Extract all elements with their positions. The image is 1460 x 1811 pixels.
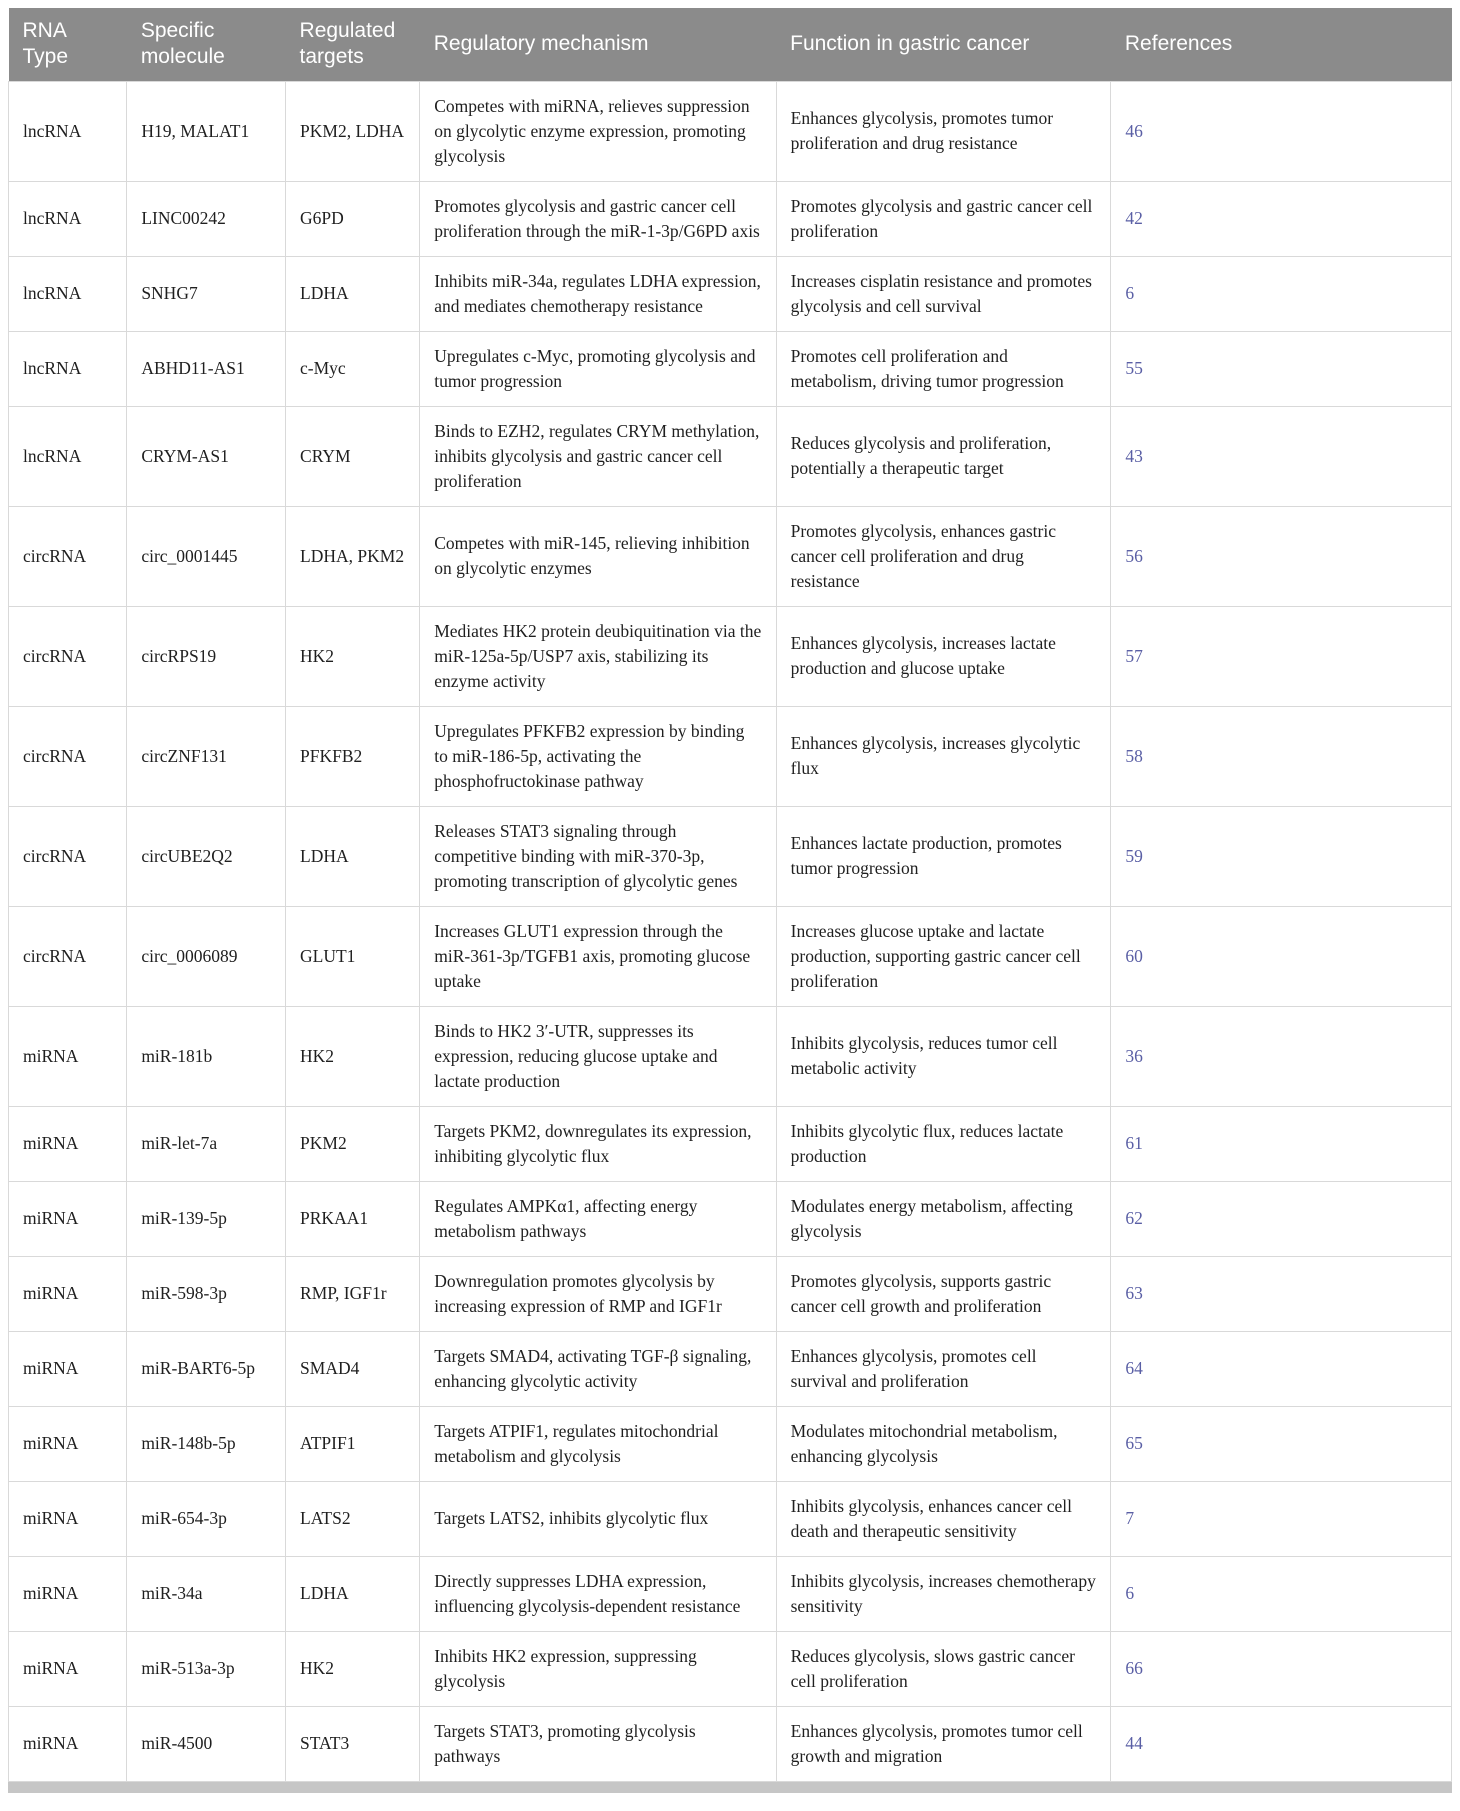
cell-regulated-targets: PFKFB2 — [286, 706, 420, 806]
cell-regulatory-mechanism: Releases STAT3 signaling through competitive binding with miR-370-3p, promoting transcription of glycolytic genes — [420, 806, 776, 906]
cell-reference — [1111, 906, 1452, 1006]
reference-link[interactable]: 6 — [1125, 1583, 1135, 1603]
cell-function-in-gastric-cancer: Promotes glycolysis, supports gastric cancer cell growth and proliferation — [776, 1256, 1111, 1331]
cell-specific-molecule: LINC00242 — [127, 181, 286, 256]
cell-rna-type: lncRNA — [9, 81, 127, 181]
cell-regulatory-mechanism: Upregulates c-Myc, promoting glycolysis and tumor progression — [420, 331, 776, 406]
cell-regulatory-mechanism: Competes with miR-145, relieving inhibition on glycolytic enzymes — [420, 506, 776, 606]
reference-link[interactable]: 64 — [1125, 1358, 1143, 1378]
reference-link[interactable]: 60 — [1125, 945, 1143, 966]
cell-reference — [1111, 1181, 1452, 1256]
cell-regulated-targets: HK2 — [286, 606, 420, 706]
reference-link[interactable]: 46 — [1125, 120, 1143, 141]
cell-regulated-targets: PRKAA1 — [286, 1181, 420, 1256]
cell-specific-molecule: miR-34a — [127, 1556, 286, 1631]
cell-reference — [1111, 406, 1452, 506]
cell-regulated-targets: CRYM — [286, 406, 420, 506]
cell-regulated-targets: LDHA, PKM2 — [286, 506, 420, 606]
cell-regulated-targets: GLUT1 — [286, 906, 420, 1006]
cell-rna-type: circRNA — [9, 606, 127, 706]
cell-rna-type: miRNA — [9, 1181, 127, 1256]
cell-reference — [1111, 1006, 1452, 1106]
table-row — [9, 1406, 1452, 1481]
cell-reference — [1111, 181, 1452, 256]
cell-rna-type: miRNA — [9, 1006, 127, 1106]
cell-regulated-targets: G6PD — [286, 181, 420, 256]
cell-function-in-gastric-cancer: Modulates energy metabolism, affecting glycolysis — [776, 1181, 1111, 1256]
cell-regulatory-mechanism: Targets LATS2, inhibits glycolytic flux — [420, 1481, 776, 1556]
reference-link[interactable]: 36 — [1125, 1045, 1143, 1066]
cell-rna-type: miRNA — [9, 1106, 127, 1181]
cell-function-in-gastric-cancer: Reduces glycolysis and proliferation, potentially a therapeutic target — [776, 406, 1111, 506]
table-bottom-bar — [8, 1782, 1452, 1793]
cell-specific-molecule: miR-let-7a — [127, 1106, 286, 1181]
table-row — [9, 1181, 1452, 1256]
cell-regulatory-mechanism: Inhibits HK2 expression, suppressing glycolysis — [420, 1631, 776, 1706]
cell-regulatory-mechanism: Binds to HK2 3′-UTR, suppresses its expression, reducing glucose uptake and lactate production — [420, 1006, 776, 1106]
cell-function-in-gastric-cancer: Increases glucose uptake and lactate production, supporting gastric cancer cell proliferation — [776, 906, 1111, 1006]
table-row — [9, 706, 1452, 806]
cell-rna-type: miRNA — [9, 1331, 127, 1406]
cell-function-in-gastric-cancer: Inhibits glycolysis, reduces tumor cell metabolic activity — [776, 1006, 1111, 1106]
table-header — [9, 8, 1452, 81]
table-row — [9, 1481, 1452, 1556]
column-header-function: Function in gastric cancer — [776, 8, 1111, 81]
cell-regulated-targets: PKM2, LDHA — [286, 81, 420, 181]
cell-regulatory-mechanism: Upregulates PFKFB2 expression by binding to miR-186-5p, activating the phosphofructokinase pathway — [420, 706, 776, 806]
cell-specific-molecule: miR-BART6-5p — [127, 1331, 286, 1406]
cell-rna-type: lncRNA — [9, 181, 127, 256]
cell-regulatory-mechanism: Downregulation promotes glycolysis by increasing expression of RMP and IGF1r — [420, 1256, 776, 1331]
table-row — [9, 506, 1452, 606]
cell-function-in-gastric-cancer: Enhances glycolysis, increases glycolytic flux — [776, 706, 1111, 806]
reference-link[interactable]: 42 — [1125, 208, 1143, 228]
cell-rna-type: miRNA — [9, 1631, 127, 1706]
cell-reference — [1111, 1406, 1452, 1481]
cell-rna-type: lncRNA — [9, 406, 127, 506]
cell-specific-molecule: miR-4500 — [127, 1706, 286, 1781]
cell-regulated-targets: PKM2 — [286, 1106, 420, 1181]
table-row — [9, 81, 1452, 181]
cell-function-in-gastric-cancer: Enhances glycolysis, promotes tumor cell growth and migration — [776, 1706, 1111, 1781]
cell-regulated-targets: LDHA — [286, 256, 420, 331]
cell-specific-molecule: SNHG7 — [127, 256, 286, 331]
table-row — [9, 1706, 1452, 1781]
cell-regulated-targets: LDHA — [286, 806, 420, 906]
table-body — [9, 81, 1452, 1781]
cell-specific-molecule: miR-513a-3p — [127, 1631, 286, 1706]
cell-regulated-targets: LDHA — [286, 1556, 420, 1631]
reference-link[interactable]: 63 — [1125, 1283, 1143, 1303]
cell-regulatory-mechanism: Inhibits miR-34a, regulates LDHA expression, and mediates chemotherapy resistance — [420, 256, 776, 331]
cell-rna-type: miRNA — [9, 1256, 127, 1331]
cell-regulatory-mechanism: Mediates HK2 protein deubiquitination via the miR-125a-5p/USP7 axis, stabilizing its enzyme activity — [420, 606, 776, 706]
reference-link[interactable]: 59 — [1125, 845, 1143, 866]
cell-reference — [1111, 1256, 1452, 1331]
cell-reference — [1111, 1631, 1452, 1706]
cell-regulatory-mechanism: Competes with miRNA, relieves suppression on glycolytic enzyme expression, promoting glycolysis — [420, 81, 776, 181]
table-row — [9, 1006, 1452, 1106]
cell-specific-molecule: circRPS19 — [127, 606, 286, 706]
cell-function-in-gastric-cancer: Inhibits glycolytic flux, reduces lactate production — [776, 1106, 1111, 1181]
cell-reference — [1111, 806, 1452, 906]
cell-reference — [1111, 1106, 1452, 1181]
cell-rna-type: lncRNA — [9, 256, 127, 331]
reference-link[interactable]: 62 — [1125, 1208, 1143, 1228]
cell-function-in-gastric-cancer: Promotes cell proliferation and metabolism, driving tumor progression — [776, 331, 1111, 406]
cell-function-in-gastric-cancer: Enhances glycolysis, increases lactate production and glucose uptake — [776, 606, 1111, 706]
cell-rna-type: circRNA — [9, 506, 127, 606]
cell-rna-type: circRNA — [9, 906, 127, 1006]
cell-regulated-targets: SMAD4 — [286, 1331, 420, 1406]
cell-regulated-targets: STAT3 — [286, 1706, 420, 1781]
column-header-regulated-targets: Regulated targets — [286, 8, 420, 81]
cell-rna-type: miRNA — [9, 1706, 127, 1781]
cell-specific-molecule: circ_0006089 — [127, 906, 286, 1006]
cell-function-in-gastric-cancer: Promotes glycolysis, enhances gastric cancer cell proliferation and drug resistance — [776, 506, 1111, 606]
cell-function-in-gastric-cancer: Inhibits glycolysis, increases chemotherapy sensitivity — [776, 1556, 1111, 1631]
cell-regulatory-mechanism: Increases GLUT1 expression through the miR-361-3p/TGFB1 axis, promoting glucose uptake — [420, 906, 776, 1006]
table-row — [9, 1631, 1452, 1706]
cell-function-in-gastric-cancer: Promotes glycolysis and gastric cancer cell proliferation — [776, 181, 1111, 256]
cell-specific-molecule: miR-654-3p — [127, 1481, 286, 1556]
cell-reference — [1111, 331, 1452, 406]
reference-link[interactable]: 57 — [1125, 645, 1143, 666]
cell-specific-molecule: miR-139-5p — [127, 1181, 286, 1256]
cell-reference — [1111, 1556, 1452, 1631]
cell-specific-molecule: H19, MALAT1 — [127, 81, 286, 181]
cell-function-in-gastric-cancer: Increases cisplatin resistance and promotes glycolysis and cell survival — [776, 256, 1111, 331]
cell-reference — [1111, 506, 1452, 606]
reference-link[interactable]: 56 — [1125, 545, 1143, 566]
cell-specific-molecule: CRYM-AS1 — [127, 406, 286, 506]
cell-function-in-gastric-cancer: Enhances glycolysis, promotes tumor proliferation and drug resistance — [776, 81, 1111, 181]
cell-specific-molecule: miR-181b — [127, 1006, 286, 1106]
cell-regulatory-mechanism: Targets SMAD4, activating TGF-β signaling, enhancing glycolytic activity — [420, 1331, 776, 1406]
cell-specific-molecule: miR-598-3p — [127, 1256, 286, 1331]
cell-reference — [1111, 1481, 1452, 1556]
cell-function-in-gastric-cancer: Enhances lactate production, promotes tumor progression — [776, 806, 1111, 906]
table-row — [9, 906, 1452, 1006]
cell-regulated-targets: ATPIF1 — [286, 1406, 420, 1481]
reference-link[interactable]: 65 — [1125, 1433, 1143, 1453]
cell-specific-molecule: circZNF131 — [127, 706, 286, 806]
cell-rna-type: miRNA — [9, 1406, 127, 1481]
reference-link[interactable]: 6 — [1125, 283, 1135, 303]
cell-regulatory-mechanism: Targets STAT3, promoting glycolysis pathways — [420, 1706, 776, 1781]
cell-regulated-targets: HK2 — [286, 1631, 420, 1706]
table-row — [9, 406, 1452, 506]
cell-regulatory-mechanism: Regulates AMPKα1, affecting energy metabolism pathways — [420, 1181, 776, 1256]
cell-reference — [1111, 256, 1452, 331]
column-header-regulatory-mechanism: Regulatory mechanism — [420, 8, 776, 81]
cell-regulated-targets: HK2 — [286, 1006, 420, 1106]
cell-regulated-targets: LATS2 — [286, 1481, 420, 1556]
table-row — [9, 1106, 1452, 1181]
table-row — [9, 256, 1452, 331]
table-row — [9, 606, 1452, 706]
table-row — [9, 1331, 1452, 1406]
cell-reference — [1111, 706, 1452, 806]
cell-rna-type: circRNA — [9, 806, 127, 906]
cell-regulatory-mechanism: Targets ATPIF1, regulates mitochondrial metabolism and glycolysis — [420, 1406, 776, 1481]
reference-link[interactable]: 44 — [1125, 1733, 1143, 1753]
cell-function-in-gastric-cancer: Enhances glycolysis, promotes cell survival and proliferation — [776, 1331, 1111, 1406]
cell-reference — [1111, 81, 1452, 181]
cell-regulatory-mechanism: Promotes glycolysis and gastric cancer cell proliferation through the miR-1-3p/G6PD axis — [420, 181, 776, 256]
cell-reference — [1111, 1706, 1452, 1781]
cell-rna-type: lncRNA — [9, 331, 127, 406]
reference-link[interactable]: 55 — [1125, 358, 1143, 378]
rna-glycolysis-table — [8, 8, 1452, 1782]
reference-link[interactable]: 58 — [1125, 745, 1143, 766]
cell-rna-type: miRNA — [9, 1481, 127, 1556]
table-row — [9, 1256, 1452, 1331]
column-header-references: References — [1111, 8, 1452, 81]
cell-specific-molecule: circUBE2Q2 — [127, 806, 286, 906]
cell-regulatory-mechanism: Targets PKM2, downregulates its expression, inhibiting glycolytic flux — [420, 1106, 776, 1181]
table-row — [9, 331, 1452, 406]
table-row — [9, 806, 1452, 906]
cell-function-in-gastric-cancer: Inhibits glycolysis, enhances cancer cell death and therapeutic sensitivity — [776, 1481, 1111, 1556]
cell-specific-molecule: ABHD11-AS1 — [127, 331, 286, 406]
column-header-rna-type: RNA Type — [9, 8, 127, 81]
cell-regulated-targets: c-Myc — [286, 331, 420, 406]
cell-specific-molecule: miR-148b-5p — [127, 1406, 286, 1481]
cell-rna-type: circRNA — [9, 706, 127, 806]
reference-link[interactable]: 7 — [1125, 1508, 1135, 1528]
cell-rna-type: miRNA — [9, 1556, 127, 1631]
reference-link[interactable]: 66 — [1125, 1658, 1143, 1678]
table-row — [9, 1556, 1452, 1631]
cell-regulatory-mechanism: Directly suppresses LDHA expression, influencing glycolysis-dependent resistance — [420, 1556, 776, 1631]
cell-specific-molecule: circ_0001445 — [127, 506, 286, 606]
cell-reference — [1111, 606, 1452, 706]
reference-link[interactable]: 43 — [1125, 445, 1143, 466]
table-row — [9, 181, 1452, 256]
cell-regulatory-mechanism: Binds to EZH2, regulates CRYM methylation, inhibits glycolysis and gastric cancer cell proliferation — [420, 406, 776, 506]
header-row — [9, 8, 1452, 81]
cell-function-in-gastric-cancer: Reduces glycolysis, slows gastric cancer cell proliferation — [776, 1631, 1111, 1706]
cell-function-in-gastric-cancer: Modulates mitochondrial metabolism, enhancing glycolysis — [776, 1406, 1111, 1481]
reference-link[interactable]: 61 — [1125, 1133, 1143, 1153]
cell-reference — [1111, 1331, 1452, 1406]
cell-regulated-targets: RMP, IGF1r — [286, 1256, 420, 1331]
column-header-specific-molecule: Specific molecule — [127, 8, 286, 81]
